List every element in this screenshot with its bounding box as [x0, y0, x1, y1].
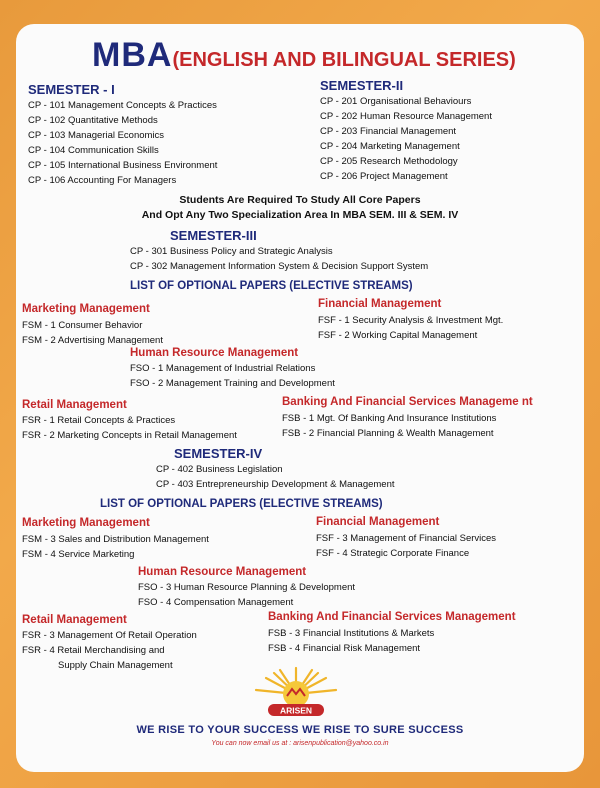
sem4-marketing-list: [22, 532, 209, 562]
list-item: CP - 203 Financial Management: [320, 126, 457, 137]
list-item: FSF - 4 Strategic Corporate Finance: [316, 548, 470, 559]
list-item: CP - 106 Accounting For Managers: [28, 175, 177, 186]
list-item: CP - 301 Business Policy and Strategic Analysis: [130, 246, 333, 257]
list-item: CP - 205 Research Methodology: [320, 156, 458, 167]
sem3-marketing-list: [22, 318, 163, 348]
list-item: FSB - 4 Financial Risk Management: [268, 643, 421, 654]
list-item: FSM - 1 Consumer Behavior: [22, 320, 143, 331]
sem3-hr-list: [130, 361, 335, 391]
arisen-logo: [246, 666, 346, 718]
list-item: FSM - 4 Service Marketing: [22, 549, 135, 560]
sem2-list: [320, 94, 492, 184]
list-item: FSO - 2 Management Training and Development: [130, 378, 335, 389]
sem1-title: SEMESTER - I: [28, 82, 115, 97]
sem3-financial-list: [318, 313, 503, 343]
note-line-1: Students Are Required To Study All Core Papers: [179, 194, 421, 206]
list-item: CP - 202 Human Resource Management: [320, 111, 492, 122]
list-item: CP - 402 Business Legislation: [156, 464, 283, 475]
list-item: FSF - 1 Security Analysis & Investment Mgt.: [318, 315, 504, 326]
list-item: FSO - 1 Management of Industrial Relations: [130, 363, 316, 374]
list-item: CP - 104 Communication Skills: [28, 145, 159, 156]
email-note: You can now email us at : arisenpublication@yahoo.co.in: [211, 740, 389, 747]
tagline: WE RISE TO YOUR SUCCESS WE RISE TO SURE SUCCESS: [136, 724, 464, 736]
list-item: FSF - 2 Working Capital Management: [318, 330, 478, 341]
sem3-banking-title: Banking And Financial Services Manageme nt: [282, 396, 533, 408]
sem4-hr-list: [138, 580, 355, 610]
sem4-banking-list: [268, 626, 434, 656]
list-item: FSR - 2 Marketing Concepts in Retail Management: [22, 430, 237, 441]
list-item: FSR - 4 Retail Merchandising and: [22, 645, 165, 656]
sem4-retail-list: [22, 628, 197, 673]
sem4-marketing-title: Marketing Management: [22, 517, 150, 529]
sem3-retail-title: Retail Management: [22, 399, 127, 411]
sem3-banking-list: [282, 411, 496, 441]
sem3-hr-title: Human Resource Management: [130, 347, 299, 359]
sem3-list: [130, 244, 428, 274]
sem3-financial-title: Financial Management: [318, 298, 442, 310]
list-item: FSF - 3 Management of Financial Services: [316, 533, 497, 544]
sem4-list: [156, 462, 395, 492]
list-item: FSO - 3 Human Resource Planning & Development: [138, 582, 356, 593]
list-item: FSB - 2 Financial Planning & Wealth Management: [282, 428, 494, 439]
sem3-marketing-title: Marketing Management: [22, 303, 150, 315]
list-item: FSR - 3 Management Of Retail Operation: [22, 630, 197, 641]
list-item: CP - 105 International Business Environment: [28, 160, 218, 171]
sem4-banking-title: Banking And Financial Services Management: [268, 611, 516, 623]
sem4-retail-title: Retail Management: [22, 614, 127, 626]
sem1-list: [28, 98, 217, 188]
list-item: CP - 102 Quantitative Methods: [28, 115, 158, 126]
sem4-financial-list: [316, 531, 496, 561]
sem4-hr-title: Human Resource Management: [138, 566, 307, 578]
list-item: FSB - 3 Financial Institutions & Markets: [268, 628, 435, 639]
list-item: FSB - 1 Mgt. Of Banking And Insurance Institutions: [282, 413, 497, 424]
list-item: CP - 206 Project Management: [320, 171, 448, 182]
page-title: MBA(ENGLISH AND BILINGUAL SERIES): [92, 36, 516, 74]
sem4-title: SEMESTER-IV: [174, 446, 263, 461]
list-item: CP - 403 Entrepreneurship Development & Management: [156, 479, 395, 490]
list-item: CP - 302 Management Information System & Decision Support System: [130, 261, 429, 272]
sem4-optional-title: LIST OF OPTIONAL PAPERS (ELECTIVE STREAMS): [100, 498, 383, 510]
list-item: FSO - 4 Compensation Management: [138, 597, 294, 608]
list-item: FSM - 3 Sales and Distribution Management: [22, 534, 209, 545]
sem3-title: SEMESTER-III: [170, 228, 257, 243]
list-item: CP - 204 Marketing Management: [320, 141, 460, 152]
list-item: Supply Chain Management: [58, 660, 173, 671]
sem3-optional-title: LIST OF OPTIONAL PAPERS (ELECTIVE STREAMS): [130, 280, 413, 292]
sem2-title: SEMESTER-II: [320, 78, 404, 93]
sem4-financial-title: Financial Management: [316, 516, 440, 528]
list-item: CP - 201 Organisational Behaviours: [320, 96, 472, 107]
list-item: FSR - 1 Retail Concepts & Practices: [22, 415, 176, 426]
svg-text:ARISEN: ARISEN: [279, 705, 313, 716]
sun-logo-icon: [246, 666, 346, 718]
list-item: CP - 101 Management Concepts & Practices: [28, 100, 217, 111]
list-item: FSM - 2 Advertising Management: [22, 335, 163, 346]
list-item: CP - 103 Managerial Economics: [28, 130, 165, 141]
note-line-2: And Opt Any Two Specialization Area In MBA SEM. III & SEM. IV: [141, 209, 459, 221]
sem3-retail-list: [22, 413, 237, 443]
